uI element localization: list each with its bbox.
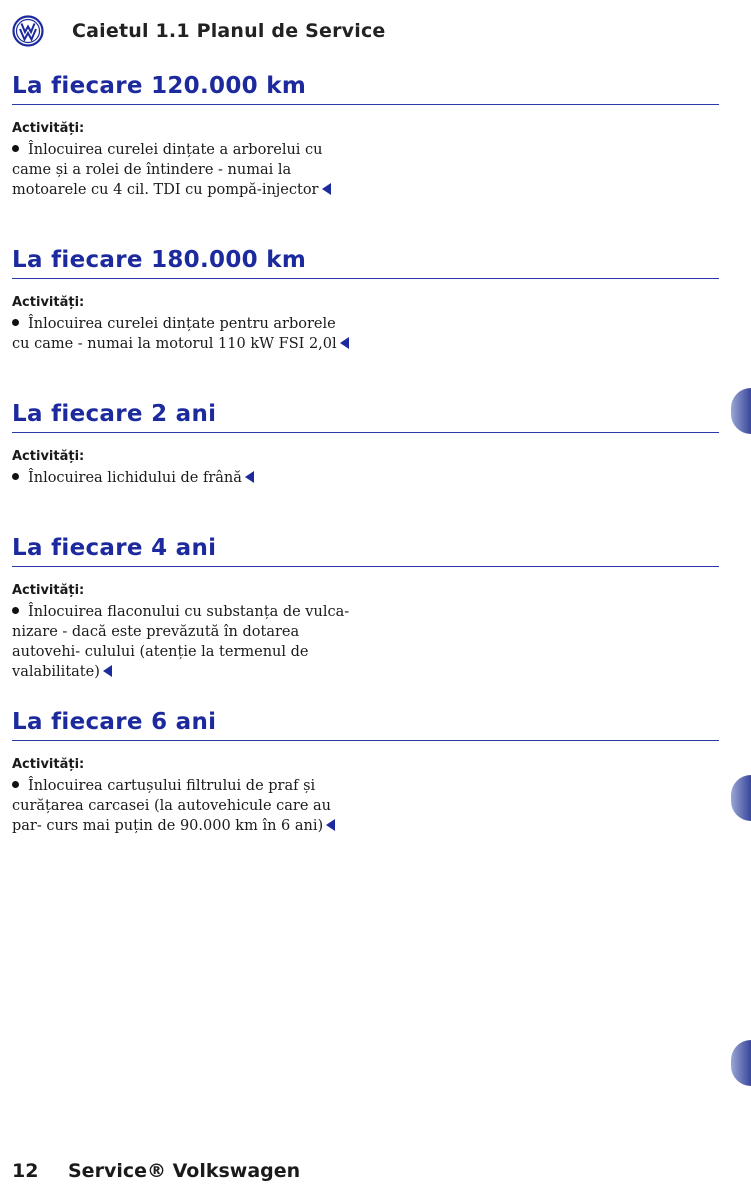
section-2-ani	[12, 400, 719, 488]
footer-brand: Service® Volkswagen	[68, 1160, 301, 1182]
page-header	[12, 14, 386, 48]
section-divider	[12, 566, 719, 567]
activities-label: Activități:	[12, 295, 85, 310]
section-title: La fiecare 120.000 km	[12, 73, 307, 99]
section-divider	[12, 740, 719, 741]
edge-thumb-tab	[731, 775, 751, 821]
section-divider	[12, 104, 719, 105]
bullet-icon	[12, 607, 19, 614]
section-6-ani	[12, 708, 719, 836]
bullet-icon	[12, 473, 19, 480]
activity-item	[12, 140, 357, 200]
activity-text: Înlocuirea flaconului cu substanța de vulca- nizare - dacă este prevăzută în dotarea autovehi- culului (atenție la termenul de valabilitate)	[12, 604, 350, 680]
page-footer	[12, 1160, 300, 1182]
edge-thumb-tab	[731, 388, 751, 434]
edge-thumb-tab	[731, 1040, 751, 1086]
bullet-icon	[12, 319, 19, 326]
activity-item	[12, 776, 357, 836]
vw-logo-icon	[12, 15, 44, 47]
end-arrow-icon	[340, 337, 349, 349]
bullet-icon	[12, 145, 19, 152]
section-divider	[12, 432, 719, 433]
activity-item	[12, 314, 357, 354]
section-120000km	[12, 72, 719, 200]
bullet-icon	[12, 781, 19, 788]
section-divider	[12, 278, 719, 279]
activities-label: Activități:	[12, 449, 85, 464]
end-arrow-icon	[103, 665, 112, 677]
section-180000km	[12, 246, 719, 354]
section-title: La fiecare 2 ani	[12, 401, 217, 427]
end-arrow-icon	[245, 471, 254, 483]
activity-text: Înlocuirea cartușului filtrului de praf și curățarea carcasei (la autovehicule care au par- curs mai puțin de 90.000 km în 6 ani)	[12, 778, 331, 834]
end-arrow-icon	[322, 183, 331, 195]
activity-text: Înlocuirea curelei dințate a arborelui cu came și a rolei de întindere - numai la motoarele cu 4 cil. TDI cu pompă-injector	[12, 142, 323, 198]
activity-item	[12, 468, 357, 488]
section-title: La fiecare 6 ani	[12, 709, 217, 735]
section-title: La fiecare 4 ani	[12, 535, 217, 561]
activities-label: Activități:	[12, 583, 85, 598]
chapter-title: Caietul 1.1 Planul de Service	[72, 20, 386, 42]
activity-text: Înlocuirea curelei dințate pentru arborele cu came - numai la motorul 110 kW FSI 2,0l	[12, 316, 337, 352]
page-number: 12	[12, 1160, 39, 1182]
activities-label: Activități:	[12, 757, 85, 772]
section-title: La fiecare 180.000 km	[12, 247, 307, 273]
end-arrow-icon	[326, 819, 335, 831]
activity-item	[12, 602, 357, 682]
activity-text: Înlocuirea lichidului de frână	[28, 470, 242, 486]
activities-label: Activități:	[12, 121, 85, 136]
section-4-ani	[12, 534, 719, 682]
